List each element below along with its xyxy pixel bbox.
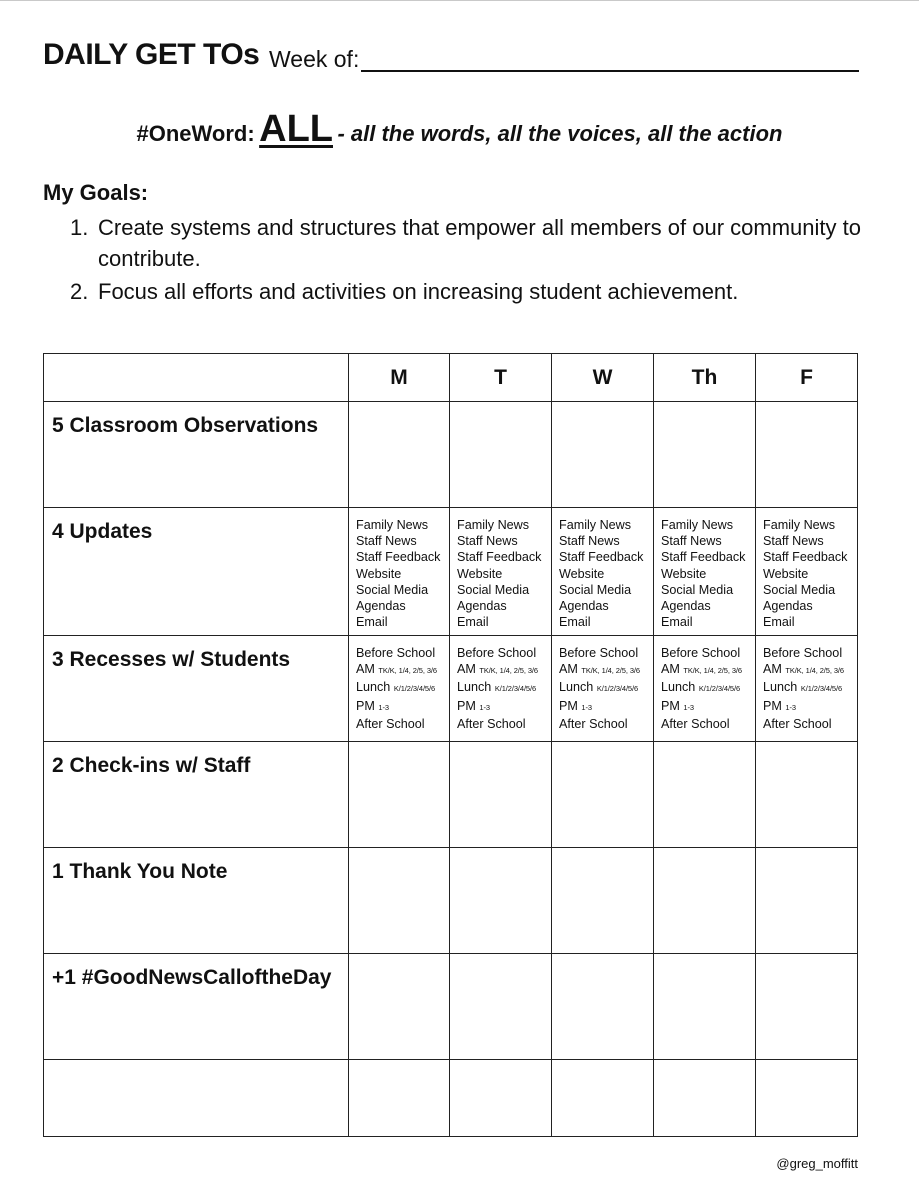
recess-option-label: Lunch bbox=[559, 680, 594, 695]
checkbox-cell[interactable] bbox=[450, 742, 552, 848]
header bbox=[43, 38, 863, 82]
recess-option[interactable] bbox=[356, 645, 449, 661]
checkbox-cell[interactable] bbox=[349, 742, 450, 848]
recess-option-detail: TK/K, 1/4, 2/5, 3/6 bbox=[683, 666, 742, 676]
recess-option[interactable] bbox=[356, 661, 449, 679]
recess-options-cell bbox=[654, 636, 756, 742]
table-header-row bbox=[44, 354, 858, 402]
update-option[interactable]: Family News bbox=[763, 518, 836, 532]
recess-option-detail: K/1/2/3/4/5/6 bbox=[494, 684, 537, 694]
update-option[interactable]: Staff Feedback bbox=[559, 550, 644, 565]
update-option[interactable]: Agendas bbox=[763, 599, 813, 614]
goals-title: My Goals: bbox=[43, 180, 149, 205]
recess-option-label: After School bbox=[457, 716, 526, 731]
update-option[interactable]: Email bbox=[356, 615, 388, 630]
update-option[interactable]: Agendas bbox=[661, 599, 711, 614]
row-label[interactable] bbox=[44, 1060, 349, 1137]
weekly-checklist-table bbox=[43, 353, 858, 1137]
updates-options-cell bbox=[654, 508, 756, 636]
recess-option-detail: K/1/2/3/4/5/6 bbox=[393, 684, 436, 694]
update-option[interactable]: Staff Feedback bbox=[763, 550, 848, 565]
update-option[interactable]: Staff Feedback bbox=[661, 550, 746, 565]
recess-option-label: AM bbox=[763, 662, 782, 677]
goal-number: 1. bbox=[70, 215, 89, 240]
update-option[interactable]: Email bbox=[559, 615, 591, 630]
checkbox-cell[interactable] bbox=[552, 742, 654, 848]
recess-option-label: PM bbox=[661, 698, 680, 713]
table-row bbox=[44, 1060, 858, 1137]
recess-option-label: After School bbox=[763, 716, 832, 731]
updates-options-cell bbox=[552, 508, 654, 636]
checkbox-cell[interactable] bbox=[654, 742, 756, 848]
update-option[interactable]: Staff News bbox=[763, 534, 824, 549]
recess-option[interactable] bbox=[763, 679, 857, 697]
checkbox-cell[interactable] bbox=[654, 1060, 756, 1137]
table-row bbox=[44, 742, 858, 848]
header-corner-cell bbox=[44, 354, 349, 402]
recess-option[interactable] bbox=[356, 716, 449, 732]
recess-option-label: AM bbox=[661, 662, 680, 677]
recess-option-detail: TK/K, 1/4, 2/5, 3/6 bbox=[479, 666, 538, 676]
recess-option-detail: 1-3 bbox=[378, 702, 389, 712]
recess-option[interactable] bbox=[457, 698, 551, 716]
goals-list bbox=[70, 212, 870, 309]
day-header-wednesday: W bbox=[552, 354, 654, 402]
checkbox-cell[interactable] bbox=[654, 848, 756, 954]
update-option[interactable]: Website bbox=[457, 566, 503, 581]
recess-option-label: Before School bbox=[356, 646, 436, 660]
recess-option-label: Before School bbox=[763, 646, 843, 660]
recess-option-label: After School bbox=[356, 716, 425, 731]
checkbox-cell[interactable] bbox=[756, 848, 858, 954]
recess-option[interactable] bbox=[457, 679, 551, 697]
top-border bbox=[0, 0, 919, 1]
recess-option[interactable] bbox=[559, 679, 653, 697]
update-option[interactable]: Website bbox=[661, 566, 707, 581]
update-option[interactable]: Email bbox=[457, 615, 489, 630]
checkbox-cell[interactable] bbox=[349, 402, 450, 508]
table-row bbox=[44, 636, 858, 742]
recess-option[interactable] bbox=[559, 716, 653, 732]
recess-option[interactable] bbox=[661, 645, 755, 661]
update-option[interactable]: Family News bbox=[661, 518, 734, 532]
checkbox-cell[interactable] bbox=[756, 954, 858, 1060]
recess-option-label: AM bbox=[457, 662, 476, 677]
recess-option-label: Before School bbox=[457, 646, 537, 660]
recess-option[interactable] bbox=[457, 716, 551, 732]
recess-option[interactable] bbox=[457, 645, 551, 661]
one-word-tagline: - all the words, all the voices, all the action bbox=[337, 121, 783, 146]
recess-option-detail: TK/K, 1/4, 2/5, 3/6 bbox=[581, 666, 640, 676]
row-label: 4 Updates bbox=[44, 508, 349, 636]
recess-option[interactable] bbox=[356, 698, 449, 716]
recess-option-label: AM bbox=[559, 662, 578, 677]
recess-option-label: PM bbox=[763, 698, 782, 713]
week-of-blank-line[interactable] bbox=[361, 70, 859, 72]
week-of-label: Week of: bbox=[269, 46, 360, 72]
recess-option[interactable] bbox=[559, 645, 653, 661]
recess-option[interactable] bbox=[661, 716, 755, 732]
goal-text: Focus all efforts and activities on increasing student achievement. bbox=[98, 279, 739, 304]
recess-option-detail: 1-3 bbox=[479, 702, 490, 712]
update-option[interactable]: Social Media bbox=[559, 582, 632, 597]
recess-option-detail: TK/K, 1/4, 2/5, 3/6 bbox=[378, 666, 437, 676]
update-option[interactable]: Staff Feedback bbox=[356, 550, 441, 565]
checkbox-cell[interactable] bbox=[654, 402, 756, 508]
update-option[interactable]: Website bbox=[356, 566, 402, 581]
update-option[interactable]: Social Media bbox=[457, 582, 530, 597]
author-credit: @greg_moffitt bbox=[776, 1156, 858, 1171]
page-title: DAILY GET TOs bbox=[43, 38, 260, 71]
update-option[interactable]: Social Media bbox=[763, 582, 836, 597]
one-word-line bbox=[0, 108, 919, 151]
recess-option[interactable] bbox=[661, 698, 755, 716]
recess-options-cell bbox=[756, 636, 858, 742]
recess-option[interactable] bbox=[661, 679, 755, 697]
checkbox-cell[interactable] bbox=[450, 848, 552, 954]
row-label: +1 #GoodNewsCalloftheDay bbox=[44, 954, 349, 1060]
recess-option[interactable] bbox=[356, 679, 449, 697]
day-header-tuesday: T bbox=[450, 354, 552, 402]
checkbox-cell[interactable] bbox=[450, 954, 552, 1060]
recess-option-detail: 1-3 bbox=[785, 702, 796, 712]
updates-options-cell bbox=[349, 508, 450, 636]
checkbox-cell[interactable] bbox=[552, 402, 654, 508]
update-option[interactable]: Staff News bbox=[356, 534, 417, 549]
recess-option[interactable] bbox=[559, 661, 653, 679]
recess-option-detail: TK/K, 1/4, 2/5, 3/6 bbox=[785, 666, 844, 676]
row-label: 1 Thank You Note bbox=[44, 848, 349, 954]
recess-option[interactable] bbox=[763, 661, 857, 679]
checkbox-cell[interactable] bbox=[552, 954, 654, 1060]
update-option[interactable]: Website bbox=[559, 566, 605, 581]
checkbox-cell[interactable] bbox=[756, 742, 858, 848]
day-header-thursday: Th bbox=[654, 354, 756, 402]
recess-option[interactable] bbox=[457, 661, 551, 679]
update-option[interactable]: Staff News bbox=[559, 534, 620, 549]
recess-option-label: Before School bbox=[661, 646, 741, 660]
recess-option-label: Lunch bbox=[763, 680, 798, 695]
update-option[interactable]: Email bbox=[661, 615, 693, 630]
update-option[interactable]: Social Media bbox=[356, 582, 429, 597]
recess-option[interactable] bbox=[661, 661, 755, 679]
row-label: 2 Check-ins w/ Staff bbox=[44, 742, 349, 848]
update-option[interactable]: Staff Feedback bbox=[457, 550, 542, 565]
update-option[interactable]: Family News bbox=[559, 518, 632, 532]
day-header-friday: F bbox=[756, 354, 858, 402]
goal-item bbox=[70, 276, 870, 307]
recess-option-label: Before School bbox=[559, 646, 639, 660]
update-option[interactable]: Staff News bbox=[457, 534, 518, 549]
checkbox-cell[interactable] bbox=[450, 1060, 552, 1137]
recess-option-label: Lunch bbox=[661, 680, 696, 695]
checkbox-cell[interactable] bbox=[349, 848, 450, 954]
recess-option-label: Lunch bbox=[457, 680, 492, 695]
updates-options-cell bbox=[450, 508, 552, 636]
recess-option-detail: 1-3 bbox=[581, 702, 592, 712]
checkbox-cell[interactable] bbox=[349, 1060, 450, 1137]
recess-option-label: PM bbox=[356, 698, 375, 713]
checkbox-cell[interactable] bbox=[349, 954, 450, 1060]
recess-options-cell bbox=[552, 636, 654, 742]
update-option[interactable]: Website bbox=[763, 566, 809, 581]
update-option[interactable]: Social Media bbox=[661, 582, 734, 597]
day-header-monday: M bbox=[349, 354, 450, 402]
checkbox-cell[interactable] bbox=[552, 848, 654, 954]
recess-option-label: PM bbox=[457, 698, 476, 713]
update-option[interactable]: Agendas bbox=[457, 599, 507, 614]
recess-options-cell bbox=[450, 636, 552, 742]
goal-number: 2. bbox=[70, 279, 89, 304]
update-option[interactable]: Agendas bbox=[356, 599, 406, 614]
recess-option-detail: K/1/2/3/4/5/6 bbox=[800, 684, 843, 694]
table-row bbox=[44, 402, 858, 508]
table-row bbox=[44, 848, 858, 954]
updates-options-cell bbox=[756, 508, 858, 636]
checkbox-cell[interactable] bbox=[552, 1060, 654, 1137]
recess-option-label: PM bbox=[559, 698, 578, 713]
update-option[interactable]: Family News bbox=[356, 518, 429, 532]
recess-option-label: AM bbox=[356, 662, 375, 677]
goal-item bbox=[70, 212, 870, 274]
recess-option-detail: K/1/2/3/4/5/6 bbox=[596, 684, 639, 694]
table-row bbox=[44, 954, 858, 1060]
recess-option-detail: 1-3 bbox=[683, 702, 694, 712]
update-option[interactable]: Family News bbox=[457, 518, 530, 532]
checkbox-cell[interactable] bbox=[450, 402, 552, 508]
row-label: 5 Classroom Observations bbox=[44, 402, 349, 508]
update-option[interactable]: Email bbox=[763, 615, 795, 630]
recess-option[interactable] bbox=[763, 698, 857, 716]
recess-option[interactable] bbox=[559, 698, 653, 716]
one-word: ALL bbox=[259, 108, 333, 150]
recess-options-cell bbox=[349, 636, 450, 742]
recess-option[interactable] bbox=[763, 716, 857, 732]
goal-text: Create systems and structures that empower all members of our community to contribute. bbox=[98, 215, 861, 271]
checkbox-cell[interactable] bbox=[756, 402, 858, 508]
recess-option-label: After School bbox=[661, 716, 730, 731]
recess-option-label: Lunch bbox=[356, 680, 391, 695]
one-word-label: #OneWord: bbox=[136, 121, 255, 146]
checkbox-cell[interactable] bbox=[756, 1060, 858, 1137]
table-row bbox=[44, 508, 858, 636]
update-option[interactable]: Agendas bbox=[559, 599, 609, 614]
recess-option-detail: K/1/2/3/4/5/6 bbox=[698, 684, 741, 694]
update-option[interactable]: Staff News bbox=[661, 534, 722, 549]
checkbox-cell[interactable] bbox=[654, 954, 756, 1060]
recess-option[interactable] bbox=[763, 645, 857, 661]
row-label: 3 Recesses w/ Students bbox=[44, 636, 349, 742]
recess-option-label: After School bbox=[559, 716, 628, 731]
